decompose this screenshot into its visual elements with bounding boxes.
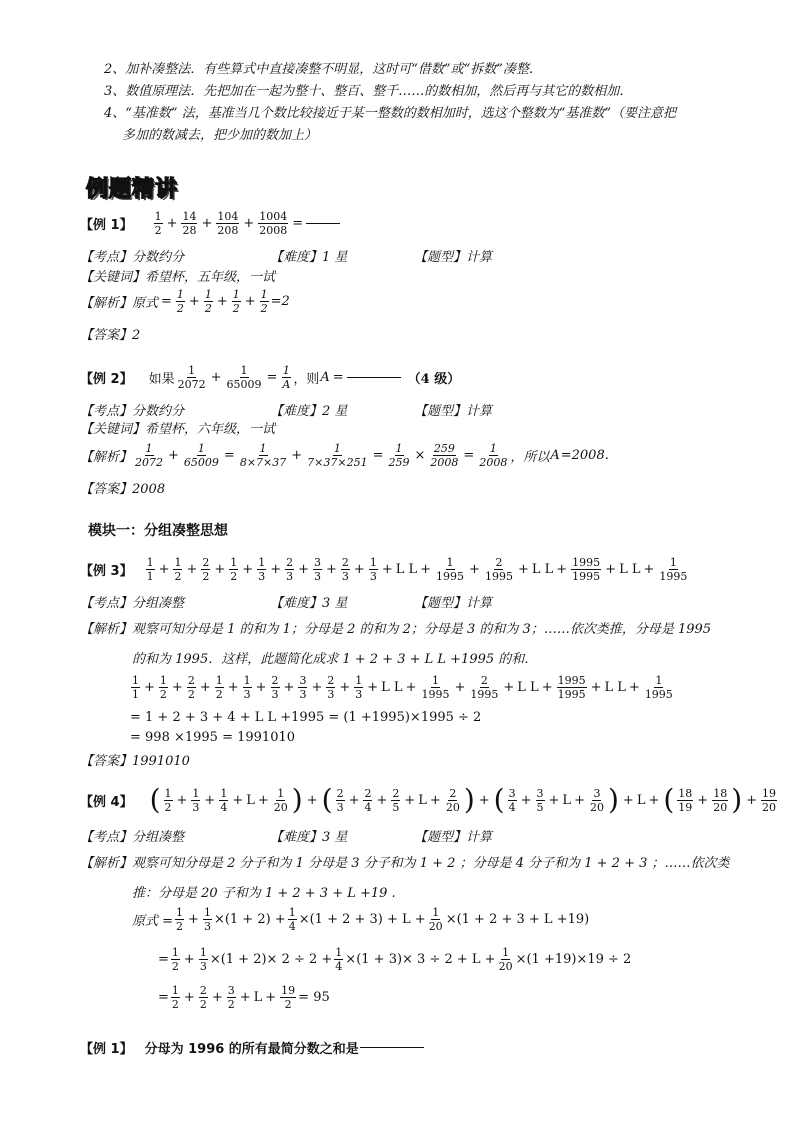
ex1-tixing: 【题型】计算 — [414, 250, 493, 265]
ex3-step-a: $\frac{1}{1}$ + $\frac{1}{2}$ + $\frac{2}{2}$ + $\frac{1}{2}$ + $\frac{1}{3}$ + $\frac{2}{3}$ + $\frac{3}{3}$ + $\frac{2}{3}$ + $\frac{1}{3}$ + L L + $\frac{1}{1995}$ + $\frac{2}{1995}$ + L L + $\frac{1995}{1995}$ + L L + $\frac{1}{1995}$ — [132, 674, 673, 701]
ex1-jiexi: 【解析】原式 = $\frac{1}{2}$ + $\frac{1}{2}$ + $\frac{1}{2}$ + $\frac{1}{2}$ =2 — [80, 288, 290, 315]
intro-line-3: 3、数值原理法．先把加在一起为整十、整百、整千……的数相加，然后再与其它的数相加． — [104, 84, 633, 99]
ex2-label: 【例 2】 — [80, 372, 133, 387]
ex3-jiexi-2: 的和为 1995．这样，此题简化成求 1 + 2 + 3 + L L +1995 的和． — [132, 652, 538, 667]
ex3-question: 【例 3】 $\frac{1}{1}$ + $\frac{1}{2}$ + $\frac{2}{2}$ + $\frac{1}{2}$ + $\frac{1}{3}$ + $\frac{2}{3}$ + $\frac{3}{3}$ + $\frac{2}{3}$ + $\frac{1}{3}$ + L L + $\frac{1}{1995}$ + $\frac{2}{1995}$ + L L + $\frac{1995}{1995}$ + L L + $\frac{1}{1995}$ — [80, 556, 688, 583]
intro-line-2: 2、加补凑整法．有些算式中直接凑整不明显，这时可“借数”或“拆数”凑整． — [104, 62, 542, 77]
ex1-frac-4: $\frac{1004}{2008}$ — [259, 210, 288, 237]
ex4-jiexi-2: 推：分母是 20 子和为 1 + 2 + 3 + L +19 . — [132, 886, 396, 901]
ex2-jiexi: 【解析】 $\frac{1}{2072}$ + $\frac{1}{65009}$ = $\frac{1}{8\times 7\times 37}$ + $\frac{1}{7\times 37\times 251}$ = $\frac{1}{259}$ × $\frac{259}{2008}$ = $\frac{1}{2008}$ ，所以 A =2008. — [80, 442, 609, 469]
ex4-step-1: 原式 = $\frac{1}{2}$ + $\frac{1}{3}$ ×(1 + 2) + $\frac{1}{4}$ ×(1 + 2 + 3) + L + $\frac{1}{20}$ ×(1 + 2 + 3 + L +19) — [132, 906, 590, 933]
ex1-answer: 【答案】2 — [80, 328, 141, 343]
ex3-jiexi-1: 【解析】观察可知分母是 1 的和为 1；分母是 2 的和为 2；分母是 3 的和为 3；……依次类推，分母是 1995 — [80, 622, 712, 637]
ex3-answer: 【答案】1991010 — [80, 754, 190, 769]
intro-line-4b: 多加的数减去，把少加的数加上） — [122, 128, 318, 143]
ex2-question: 【例 2】 如果 $\frac{1}{2072}$ + $\frac{1}{65009}$ = $\frac{1}{A}$ ，则 A = （4 级） — [80, 364, 461, 391]
intro-line-4a: 4、“基准数” 法，基准当几个数比较接近于某一整数的数相加时，选这个整数为“基准数”（要注意把 — [104, 106, 676, 121]
ex2-kaodian: 【考点】分数约分 — [80, 404, 185, 419]
ex1-frac-2: $\frac{14}{28}$ — [182, 210, 197, 237]
ex1-nandu: 【难度】1 星 — [270, 250, 348, 265]
ex4-step-2: = $\frac{1}{2}$ + $\frac{1}{3}$ ×(1 + 2)× 2 ÷ 2 + $\frac{1}{4}$ ×(1 + 3)× 3 ÷ 2 + L + $\frac{1}{20}$ ×(1 +19)×19 ÷ 2 — [158, 946, 632, 973]
ex4-step-3: = $\frac{1}{2}$ + $\frac{2}{2}$ + $\frac{3}{2}$ + L + $\frac{19}{2}$ = 95 — [158, 984, 330, 1011]
ex2-answer: 【答案】2008 — [80, 482, 166, 497]
ex2-answer-blank — [347, 377, 401, 378]
ex2-keywords: 【关键词】希望杯，六年级，一试 — [80, 422, 276, 437]
ex3-step-b: = 1 + 2 + 3 + 4 + L L +1995 = (1 +1995)×1995 ÷ 2 — [130, 710, 482, 725]
ex1-answer-blank — [306, 223, 340, 224]
ex3-step-c: = 998 ×1995 = 1991010 — [130, 730, 296, 745]
ex4-tixing: 【题型】计算 — [414, 830, 493, 845]
ex1-frac-3: $\frac{104}{208}$ — [217, 210, 239, 237]
ex5-answer-blank — [360, 1047, 424, 1048]
section-title: 例题精讲 — [86, 177, 179, 202]
ex4-jiexi-1: 【解析】观察可知分母是 2 分子和为 1 分母是 3 分子和为 1 + 2 ；分母是 4 分子和为 1 + 2 + 3 ；……依次类 — [80, 856, 730, 871]
ex2-nandu: 【难度】2 星 — [270, 404, 348, 419]
ex1-question: 【例 1】 $\frac{1}{2}$ + $\frac{14}{28}$ + $\frac{104}{208}$ + $\frac{1004}{2008}$ = — [80, 210, 340, 237]
ex5-question: 【例 1】 分母为 1996 的所有最简分数之和是 — [80, 1038, 424, 1057]
ex1-kaodian: 【考点】分数约分 — [80, 250, 185, 265]
ex4-nandu: 【难度】3 星 — [270, 830, 348, 845]
ex3-tixing: 【题型】计算 — [414, 596, 493, 611]
ex3-kaodian: 【考点】分组凑整 — [80, 596, 185, 611]
module-1-title: 模块一：分组凑整思想 — [88, 523, 228, 539]
ex1-keywords: 【关键词】希望杯，五年级，一试 — [80, 270, 276, 285]
ex2-tixing: 【题型】计算 — [414, 404, 493, 419]
ex1-frac-1: $\frac{1}{2}$ — [154, 210, 162, 237]
ex1-label: 【例 1】 — [80, 218, 133, 233]
ex3-nandu: 【难度】3 星 — [270, 596, 348, 611]
ex4-question: 【例 4】 ( $\frac{1}{2}$ + $\frac{1}{3}$ + $\frac{1}{4}$ + L + $\frac{1}{20}$ ) + ( $\frac{2}{3}$ + $\frac{2}{4}$ + $\frac{2}{5}$ + L + $\frac{2}{20}$ ) + ( $\frac{3}{4}$ + $\frac{3}{5}$ + L + $\frac{3}{20}$ ) + L + ( $\frac{18}{19}$ + $\frac{18}{20}$ ) + $\frac{19}{20}$ — [80, 783, 777, 816]
ex4-kaodian: 【考点】分组凑整 — [80, 830, 185, 845]
